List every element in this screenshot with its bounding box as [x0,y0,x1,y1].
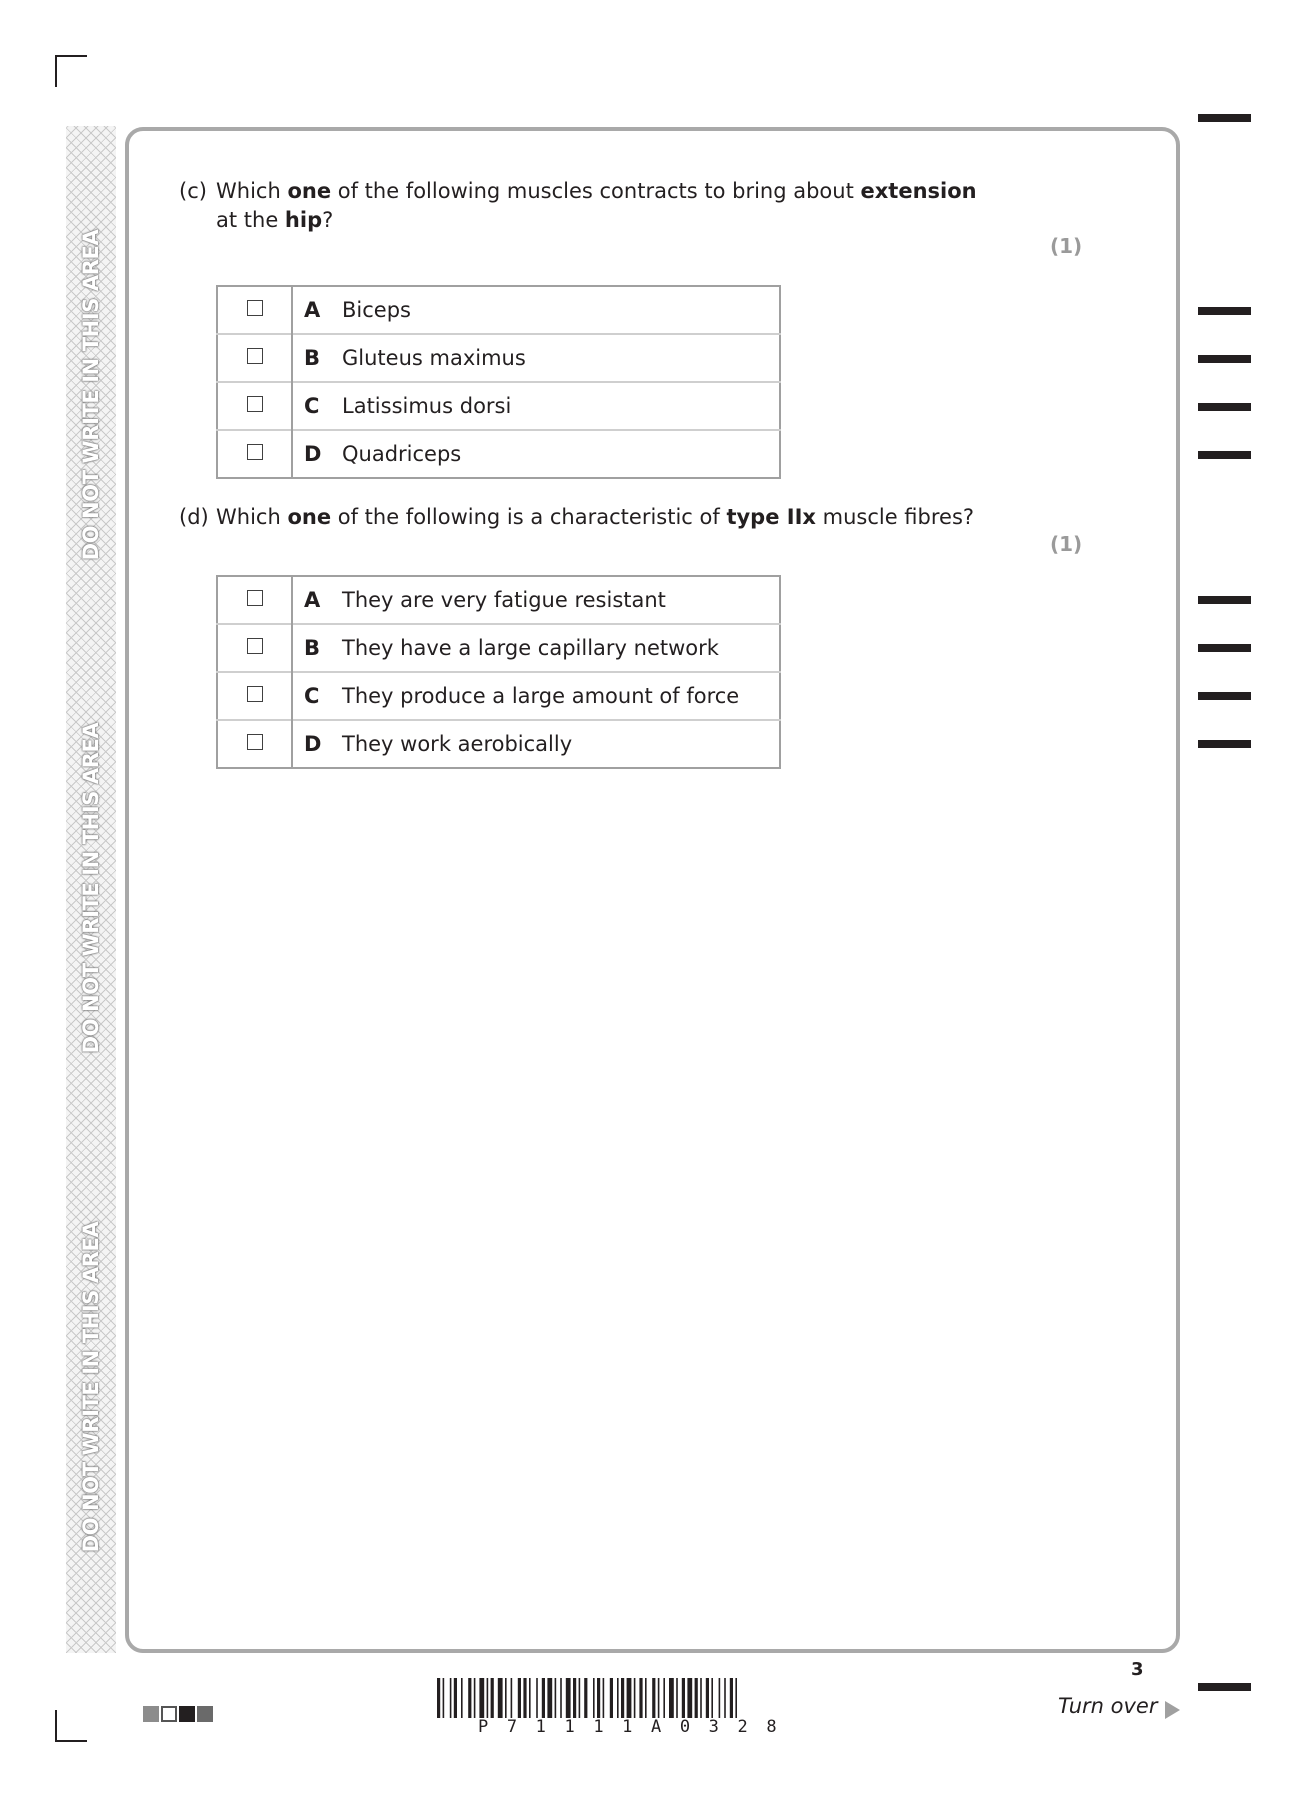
option-row[interactable] [217,624,780,672]
option-letter: D [292,720,342,768]
option-checkbox-cell[interactable] [217,576,292,624]
option-row[interactable] [217,334,780,382]
question-d-label: (d) [179,505,209,529]
page-number: 3 [1131,1659,1144,1680]
option-text: Biceps [342,298,411,322]
crop-mark-bottom-left [55,1710,57,1742]
option-text: Quadriceps [342,430,780,478]
alignment-tick [1198,114,1251,122]
option-checkbox-cell[interactable] [217,382,292,430]
alignment-tick [1198,403,1251,411]
crop-mark-top-left [55,55,57,87]
option-row[interactable] [217,576,780,624]
option-letter: A [304,298,321,322]
crop-mark-top-left [55,55,87,57]
alignment-tick [1198,355,1251,363]
option-checkbox-cell[interactable] [217,286,292,334]
turn-over-label: Turn over [1058,1694,1158,1718]
question-d-options [216,575,781,769]
alignment-tick [1198,740,1251,748]
option-row[interactable] [217,382,780,430]
question-c-marks: (1) [1050,234,1083,258]
alignment-tick [1198,451,1251,459]
checkbox-icon[interactable] [247,590,263,606]
crop-mark-bottom-left [55,1740,87,1742]
option-text: Latissimus dorsi [342,382,780,430]
checkbox-icon[interactable] [247,686,263,702]
turn-over-arrow-icon [1165,1701,1180,1719]
question-c-options [216,285,781,479]
alignment-tick [1198,596,1251,604]
option-letter: C [292,672,342,720]
option-letter: A [304,588,321,612]
option-letter: C [292,382,342,430]
checkbox-icon[interactable] [247,444,263,460]
option-text: They are very fatigue resistant [342,588,666,612]
option-letter: D [292,430,342,478]
checkbox-icon[interactable] [247,348,263,364]
option-checkbox-cell[interactable] [217,430,292,478]
checkbox-icon[interactable] [247,638,263,654]
checkbox-icon[interactable] [247,396,263,412]
option-text: They work aerobically [342,720,780,768]
option-checkbox-cell[interactable] [217,334,292,382]
option-checkbox-cell[interactable] [217,672,292,720]
alignment-tick [1198,692,1251,700]
question-c-text: Which one of the following muscles contracts to bring about extension at the hip? [216,179,977,232]
barcode-icon [437,1678,871,1718]
option-row[interactable] [217,286,780,334]
option-checkbox-cell[interactable] [217,720,292,768]
option-row[interactable] [217,720,780,768]
question-c-label: (c) [179,179,207,203]
barcode-text: P71111A0328 [478,1717,796,1737]
checkbox-icon[interactable] [247,300,263,316]
option-checkbox-cell[interactable] [217,624,292,672]
option-letter: B [292,624,342,672]
alignment-tick [1198,1683,1251,1691]
checkbox-icon[interactable] [247,734,263,750]
question-d-text: Which one of the following is a characteristic of type IIx muscle fibres? [216,505,975,529]
option-letter: B [292,334,342,382]
question-d-marks: (1) [1050,532,1083,556]
alignment-tick [1198,644,1251,652]
option-text: They have a large capillary network [342,624,780,672]
option-text: Gluteus maximus [342,334,780,382]
option-row[interactable] [217,672,780,720]
option-text: They produce a large amount of force [342,672,780,720]
option-row[interactable] [217,430,780,478]
alignment-tick [1198,307,1251,315]
